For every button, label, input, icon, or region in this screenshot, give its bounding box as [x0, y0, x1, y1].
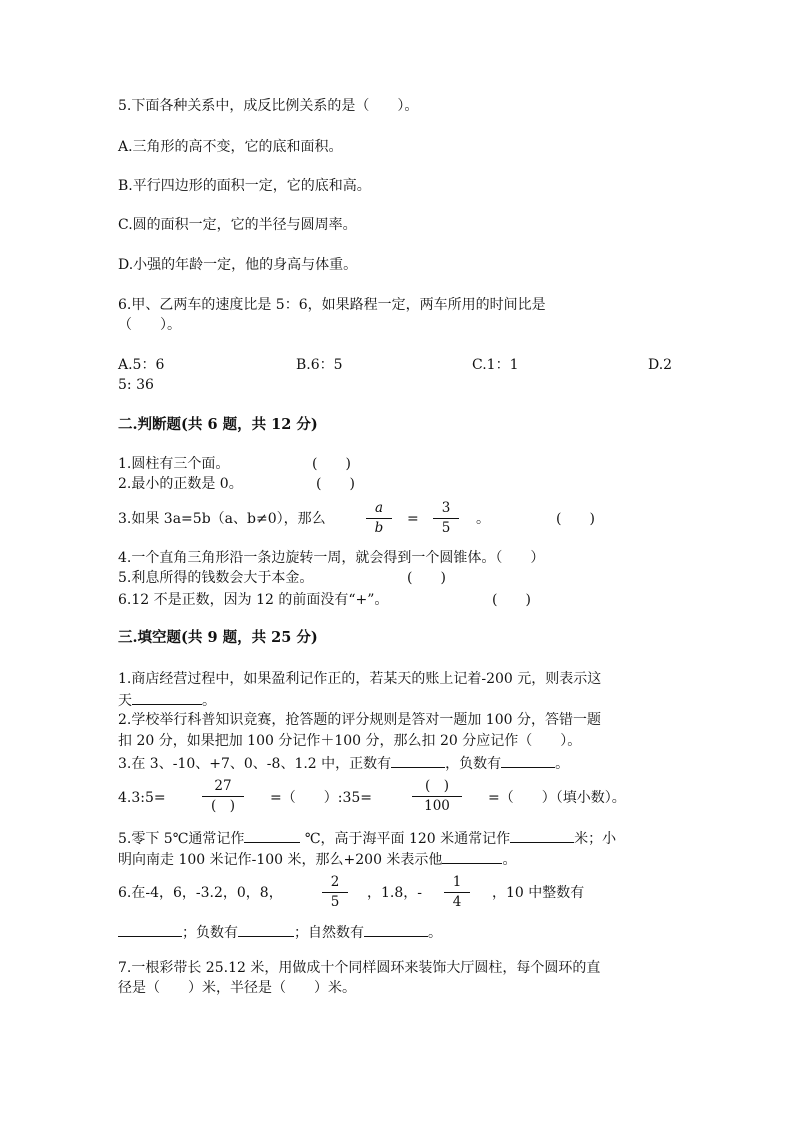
q6-stem-paren: （ ）。 [118, 317, 181, 333]
judge-heading: 二.判断题(共 6 题，共 12 分) [118, 416, 318, 433]
fill-q5-text: 5.零下 5℃通常记作 [118, 831, 245, 847]
fill-q5-text2: ℃，高于海平面 120 米通常记作 [304, 831, 511, 847]
fill-q6-natural-blank[interactable] [364, 921, 428, 937]
fraction-numerator: 3 [441, 500, 451, 516]
q5-option-c[interactable]: C.圆的面积一定，它的半径与圆周率。 [118, 217, 357, 233]
fill-q7-line2: 径是（ ）米，半径是（ ）米。 [118, 980, 356, 996]
fill-q6-middle: ，1.8，- [367, 885, 422, 901]
fill-q5-period: 。 [502, 852, 517, 868]
fill-q3-text2: ，负数有 [445, 756, 502, 772]
fraction-denominator: b [374, 520, 384, 536]
fill-q1-text: 天 [118, 693, 132, 709]
fill-q5-text4: 明向南走 100 米记作-100 米，那么+200 米表示他 [118, 852, 443, 868]
judge-q5-answer[interactable]: ( ) [407, 570, 446, 586]
fill-q6-integer-blank[interactable] [118, 921, 182, 937]
fill-q4-prefix: 4.3:5= [118, 790, 166, 806]
fraction-numerator: 2 [330, 874, 340, 890]
q6-option-a[interactable]: A.5：6 [118, 357, 165, 373]
fill-q4-end: =（ ）（填小数）。 [488, 790, 626, 806]
fill-q3-positive-blank[interactable] [391, 752, 445, 768]
fraction-numerator-blank[interactable]: ( ) [424, 778, 450, 794]
fill-q3-text: 3.在 3、-10、+7、0、-8、1.2 中，正数有 [118, 756, 392, 772]
fill-q5-line2 [118, 848, 516, 870]
fill-q6-fraction-2-5 [320, 874, 350, 911]
fraction-bar [412, 796, 462, 797]
q6-option-d[interactable]: D.2 [648, 357, 673, 373]
fill-q4-fraction2 [410, 778, 464, 815]
judge-q4: 4.一个直角三角形沿一条边旋转一周，就会得到一个圆锥体。（ ） [118, 550, 545, 566]
fill-q3-period: 。 [555, 756, 570, 772]
fill-q5-blank2[interactable] [510, 827, 574, 843]
fraction-denominator: 5 [441, 520, 451, 536]
q5-option-d[interactable]: D.小强的年龄一定，他的身高与体重。 [118, 257, 358, 273]
judge-q3-period: 。 [476, 511, 490, 527]
fill-q4-middle: =（ ）:35= [270, 790, 372, 806]
fraction-denominator: 5 [330, 894, 340, 910]
fill-q5-text3: 米；小 [574, 831, 617, 847]
judge-q3-fraction-35 [431, 500, 461, 537]
judge-q3-equals: = [407, 511, 419, 527]
fill-q1-period: 。 [202, 693, 216, 709]
fill-q3-negative-blank[interactable] [501, 752, 555, 768]
q6-option-b[interactable]: B.6：5 [296, 357, 343, 373]
fill-q5-line1 [118, 827, 616, 849]
fill-q7-line1: 7.一根彩带长 25.12 米，用做成十个同样圆环来装饰大厅圆柱，每个圆环的直 [118, 960, 601, 976]
judge-q5: 5.利息所得的钱数会大于本金。 [118, 570, 314, 586]
fill-q5-blank3[interactable] [442, 848, 502, 864]
fill-q1-line2 [118, 689, 216, 711]
q5-stem: 5.下面各种关系中，成反比例关系的是（ ）。 [118, 98, 419, 114]
fraction-denominator: 100 [424, 798, 450, 814]
fill-q6-negative-blank[interactable] [238, 921, 294, 937]
judge-q3-answer[interactable]: ( ) [556, 511, 595, 527]
judge-q2-answer[interactable]: ( ) [316, 476, 355, 492]
fill-q6-text2: ；负数有 [182, 925, 238, 941]
fill-q1-blank[interactable] [132, 689, 202, 705]
fill-q6-period: 。 [428, 925, 442, 941]
q5-option-a[interactable]: A.三角形的高不变，它的底和面积。 [118, 139, 343, 155]
q6-option-c[interactable]: C.1：1 [472, 357, 519, 373]
fill-q6-line2 [118, 921, 442, 943]
q5-option-b[interactable]: B.平行四边形的面积一定，它的底和高。 [118, 178, 371, 194]
fill-q2-line2: 扣 20 分，如果把加 100 分记作＋100 分，那么扣 20 分应记作（ ）。 [118, 733, 582, 749]
judge-q6: 6.12 不是正数，因为 12 的前面没有“+”。 [118, 592, 389, 608]
fill-q6-text3: ；自然数有 [294, 925, 364, 941]
judge-q3: 3.如果 3a=5b（a、b≠0），那么 [118, 511, 326, 527]
fraction-numerator: 27 [214, 778, 232, 794]
fraction-denominator: 4 [452, 894, 462, 910]
judge-q1-answer[interactable]: ( ) [312, 456, 351, 472]
q6-option-d-cont: 5: 36 [118, 377, 154, 393]
fraction-bar [433, 518, 459, 519]
fraction-bar [322, 892, 348, 893]
fill-q6-suffix: ，10 中整数有 [492, 885, 585, 901]
fraction-numerator: 1 [452, 874, 462, 890]
judge-q3-fraction-ab [364, 500, 394, 537]
fill-q3 [118, 752, 569, 774]
fraction-bar [366, 518, 392, 519]
judge-q1: 1.圆柱有三个面。 [118, 456, 230, 472]
fraction-numerator: a [374, 500, 384, 516]
fill-q2-line1: 2.学校举行科普知识竞赛，抢答题的评分规则是答对一题加 100 分，答错一题 [118, 712, 601, 728]
judge-q2: 2.最小的正数是 0。 [118, 476, 243, 492]
fill-q6-fraction-1-4 [442, 874, 472, 911]
fill-q1-line1: 1.商店经营过程中，如果盈利记作正的，若某天的账上记着-200 元，则表示这 [118, 671, 602, 687]
judge-q6-answer[interactable]: ( ) [492, 592, 531, 608]
q6-stem: 6.甲、乙两车的速度比是 5：6，如果路程一定，两车所用的时间比是 [118, 297, 546, 313]
fill-heading: 三.填空题(共 9 题，共 25 分) [118, 629, 318, 646]
fraction-bar [202, 796, 244, 797]
fill-q6-prefix: 6.在-4，6，-3.2，0，8， [118, 885, 283, 901]
fraction-bar [444, 892, 470, 893]
fill-q4-fraction1 [200, 778, 246, 815]
fraction-denominator-blank[interactable]: ( ) [210, 798, 236, 814]
fill-q5-blank1[interactable] [244, 827, 300, 843]
